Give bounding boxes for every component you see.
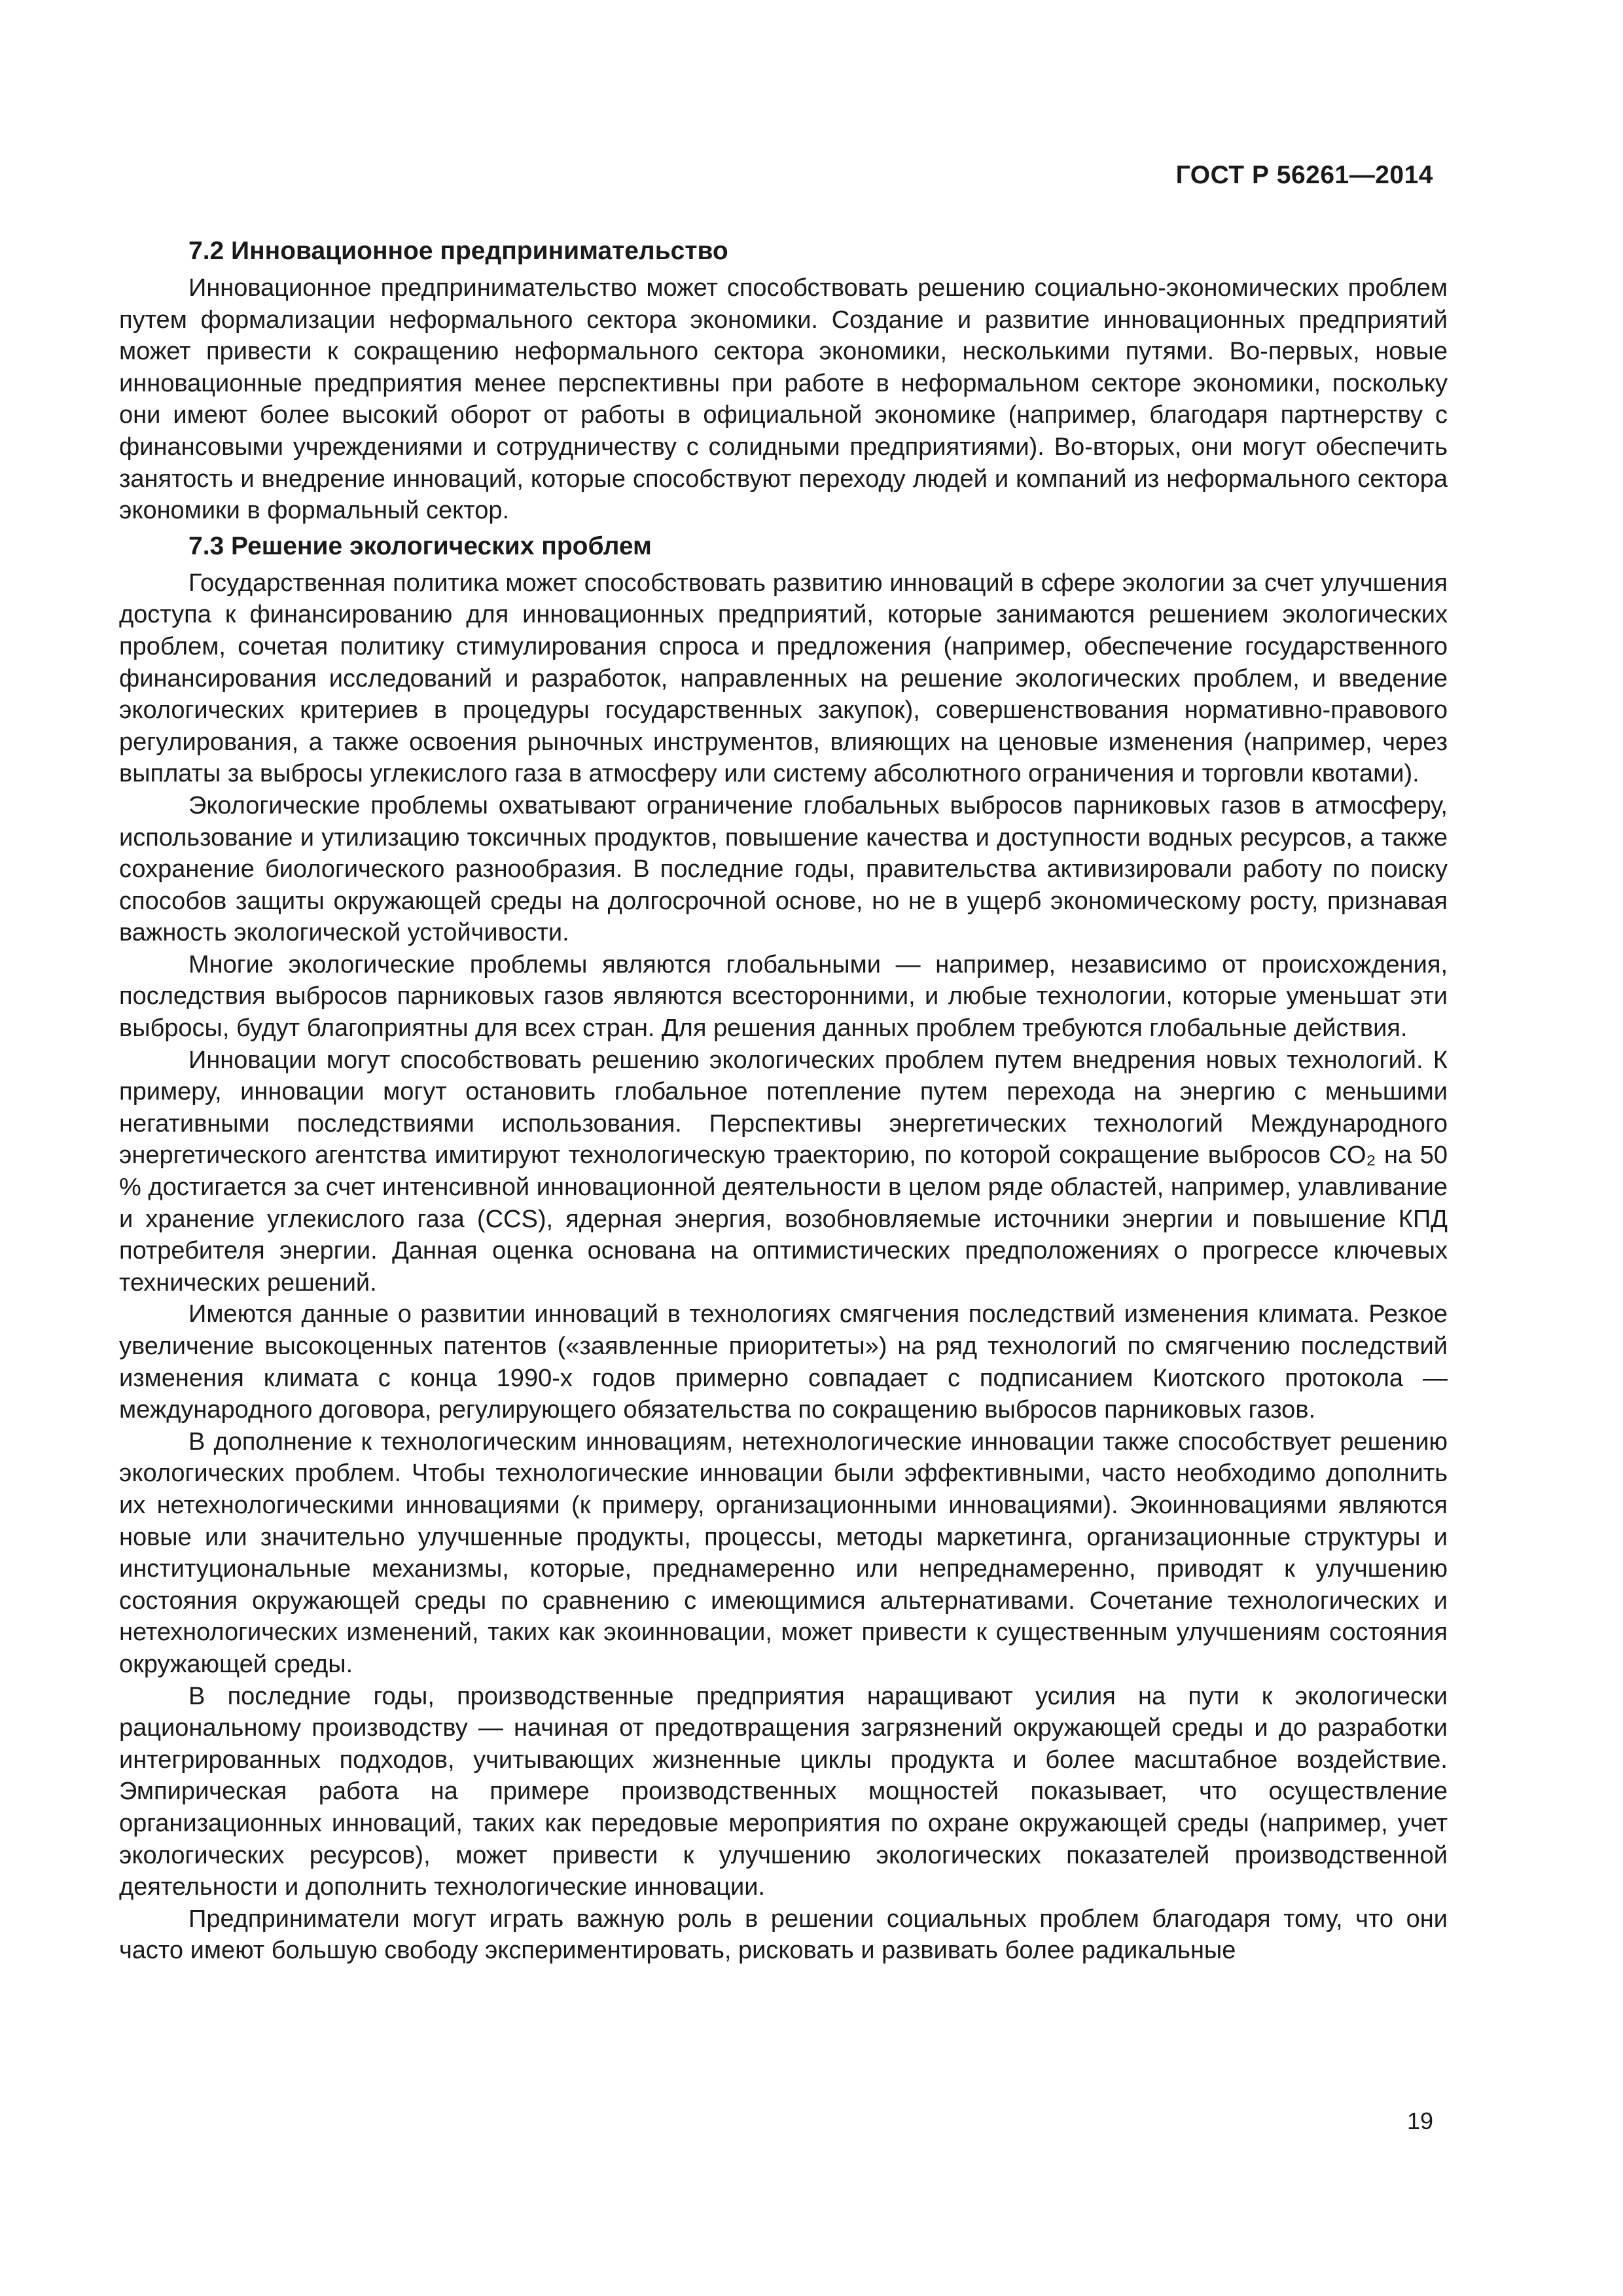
paragraph: Многие экологические проблемы являются глобальными — например, независимо от происхождения, последствия выбросов парниковых газов являются всесторонними, и любые технологии, которые уменьшат эти выбросы, будут благоприятны для всех стран. Для решения данных проблем требуются глобальные действия.: [119, 950, 1448, 1043]
paragraph: Экологические проблемы охватывают ограничение глобальных выбросов парниковых газов в атмосферу, использование и утилизацию токсичных продуктов, повышение качества и доступности водных ресурсов, а также сохранение биологического разнообразия. В последние годы, правительства активизировали работу по поиску способов защиты окружающей среды на долгосрочной основе, но не в ущерб экономическому росту, признавая важность экологической устойчивости.: [119, 791, 1448, 947]
paragraph: Имеются данные о развитии инноваций в технологиях смягчения последствий изменения климата. Резкое увеличение высокоценных патентов («заявленные приоритеты») на ряд технологий по смягчению последствий изменения климата с конца 1990-х годов примерно совпадает с подписанием Киотского протокола — международного договора, регулирующего обязательства по сокращению выбросов парниковых газов.: [119, 1300, 1448, 1424]
paragraph: Инновационное предпринимательство может способствовать решению социально-экономических проблем путем формализации неформального сектора экономики. Создание и развитие инновационных предприятий может привести к сокращению неформального сектора экономики, несколькими путями. Во-первых, новые инновационные предприятия менее перспективны при работе в неформальном секторе экономики, поскольку они имеют более высокий оборот от работы в официальной экономике (например, благодаря партнерству с финансовыми учреждениями и сотрудничеству с солидными предприятиями). Во-вторых, они могут обеспечить занятость и внедрение инноваций, которые способствуют переходу людей и компаний из неформального сектора экономики в формальный сектор.: [119, 274, 1448, 525]
page-number: 19: [1406, 2108, 1433, 2134]
document-body: [119, 234, 1448, 1967]
paragraph: Предприниматели могут играть важную роль в решении социальных проблем благодаря тому, что они часто имеют большую свободу экспериментировать, рисковать и развивать более радикальные: [119, 1905, 1448, 1965]
paragraph: В последние годы, производственные предприятия наращивают усилия на пути к экологически рациональному производству — начиная от предотвращения загрязнений окружающей среды и до разработки интегрированных подходов, учитывающих жизненные циклы продукта и более масштабное воздействие. Эмпирическая работа на примере производственных мощностей показывает, что осуществление организационных инноваций, таких как передовые мероприятия по охране окружающей среды (например, учет экологических ресурсов), может привести к улучшению экологических показателей производственной деятельности и дополнить технологические инновации.: [119, 1682, 1448, 1901]
paragraph: Инновации могут способствовать решению экологических проблем путем внедрения новых технологий. К примеру, инновации могут остановить глобальное потепление путем перехода на энергию с меньшими негативными последствиями использования. Перспективы энергетических технологий Международного энергетического агентства имитируют технологическую траекторию, по которой сокращение выбросов CO₂ на 50 % достигается за счет интенсивной инновационной деятельности в целом ряде областей, например, улавливание и хранение углекислого газа (CCS), ядерная энергия, возобновляемые источники энергии и повышение КПД потребителя энергии. Данная оценка основана на оптимистических предположениях о прогрессе ключевых технических решений.: [119, 1046, 1448, 1297]
paragraph: В дополнение к технологическим инновациям, нетехнологические инновации также способствует решению экологических проблем. Чтобы технологические инновации были эффективными, часто необходимо дополнить их нетехнологическими инновациями (к примеру, организационными инновациями). Экоинновациями являются новые или значительно улучшенные продукты, процессы, методы маркетинга, организационные структуры и институциональные механизмы, которые, преднамеренно или непреднамеренно, приводят к улучшению состояния окружающей среды по сравнению с имеющимися альтернативами. Сочетание технологических и нетехнологических изменений, таких как экоинновации, может привести к существенным улучшениям состояния окружающей среды.: [119, 1427, 1448, 1678]
paragraph: Государственная политика может способствовать развитию инноваций в сфере экологии за счет улучшения доступа к финансированию для инновационных предприятий, которые занимаются решением экологических проблем, сочетая политику стимулирования спроса и предложения (например, обеспечение государственного финансирования исследований и разработок, направленных на решение экологических проблем, и введение экологических критериев в процедуры государственных закупок), совершенствования нормативно-правового регулирования, а также освоения рыночных инструментов, влияющих на ценовые изменения (например, через выплаты за выбросы углекислого газа в атмосферу или систему абсолютного ограничения и торговли квотами).: [119, 569, 1448, 788]
section-title-7-2: 7.2 Инновационное предпринимательство: [188, 237, 728, 265]
section-title-7-3: 7.3 Решение экологических проблем: [188, 531, 652, 560]
standard-id-header: ГОСТ Р 56261—2014: [1175, 161, 1433, 189]
